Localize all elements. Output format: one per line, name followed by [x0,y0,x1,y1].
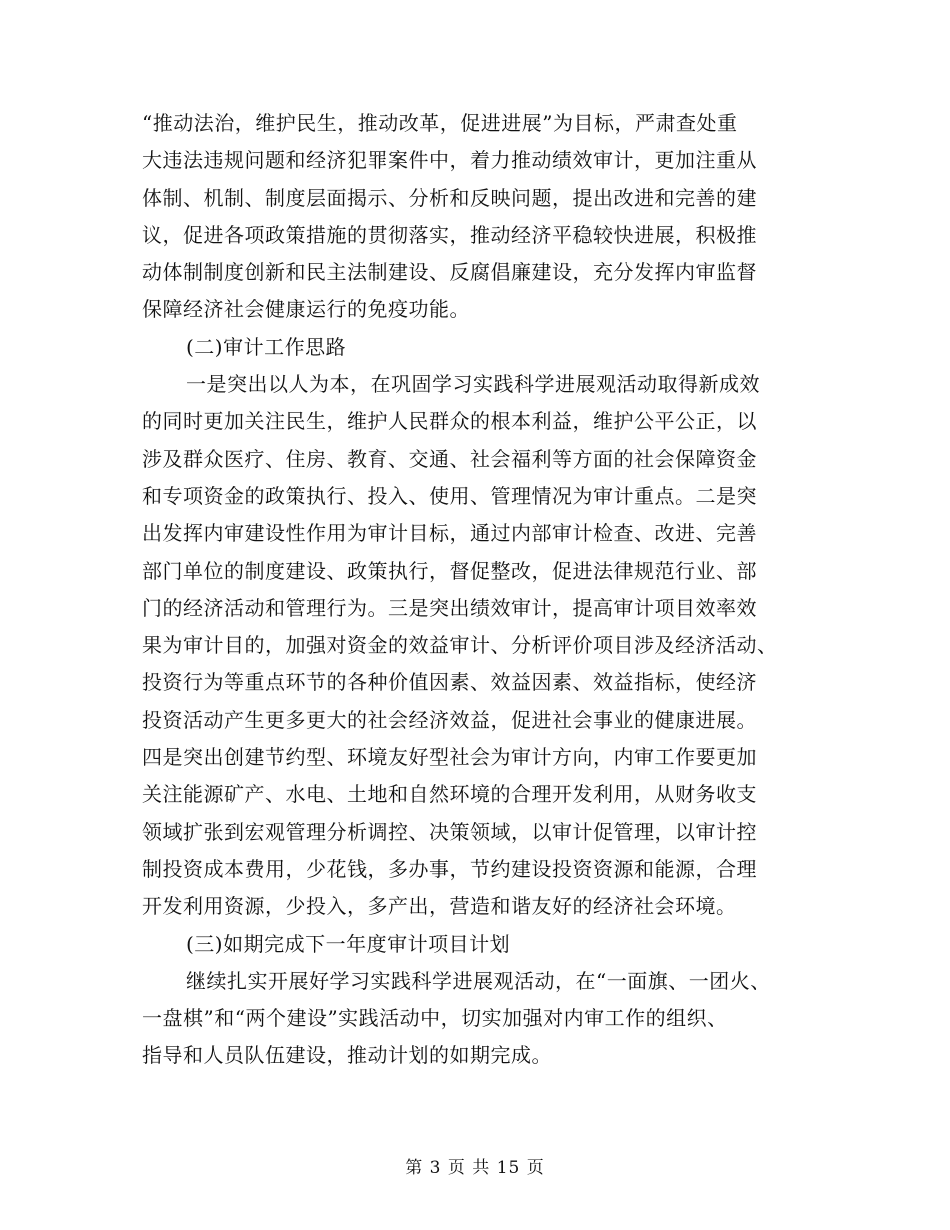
text-line: 部门单位的制度建设、政策执行，督促整改，促进法律规范行业、部 [142,558,757,583]
text-line: 四是突出创建节约型、环境友好型社会为审计方向，内审工作要更加 [142,745,757,770]
section-heading: (三)如期完成下一年度审计项目计划 [186,931,511,956]
text-line: 保障经济社会健康运行的免疫功能。 [142,297,470,322]
text-line: 投资活动产生更多更大的社会经济效益，促进社会事业的健康进展。 [142,707,757,732]
text-line: 体制、机制、制度层面揭示、分析和反映问题，提出改进和完善的建 [142,185,757,210]
text-line: “推动法治，维护民生，推动改革，促进进展”为目标，严肃查处重 [142,111,738,135]
text-line: 继续扎实开展好学习实践科学进展观活动，在“一面旗、一团火、 [186,968,771,993]
text-line: 指导和人员队伍建设，推动计划的如期完成。 [142,1043,552,1068]
text-line: 出发挥内审建设性作用为审计目标，通过内部审计检查、改进、完善 [142,521,757,546]
text-line: 投资行为等重点环节的各种价值因素、效益因素、效益指标，使经济 [142,670,757,695]
text-line: 果为审计目的，加强对资金的效益审计、分析评价项目涉及经济活动、 [142,633,778,658]
section-heading: (二)审计工作思路 [186,334,347,359]
text-line: 大违法违规问题和经济犯罪案件中，着力推动绩效审计，更加注重从 [142,148,757,173]
text-line: 动体制制度创新和民主法制建设、反腐倡廉建设，充分发挥内审监督 [142,260,757,285]
text-line: 制投资成本费用，少花钱，多办事，节约建设投资资源和能源，合理 [142,856,757,881]
text-line: 开发利用资源，少投入，多产出，营造和谐友好的经济社会环境。 [142,894,737,919]
text-line: 议，促进各项政策措施的贯彻落实，推动经济平稳较快进展，积极推 [142,222,757,247]
text-line: 门的经济活动和管理行为。三是突出绩效审计，提高审计项目效率效 [142,595,757,620]
text-line: 一盘棋”和“两个建设”实践活动中，切实加强对内审工作的组织、 [142,1006,728,1031]
text-line: 一是突出以人为本，在巩固学习实践科学进展观活动取得新成效 [186,372,760,397]
text-line: 关注能源矿产、水电、土地和自然环境的合理开发利用，从财务收支 [142,782,757,807]
text-line: 涉及群众医疗、住房、教育、交通、社会福利等方面的社会保障资金 [142,446,757,471]
page-number-footer: 第 3 页 共 15 页 [405,1158,545,1178]
text-line: 和专项资金的政策执行、投入、使用、管理情况为审计重点。二是突 [142,483,757,508]
text-line: 领域扩张到宏观管理分析调控、决策领域，以审计促管理，以审计控 [142,819,757,844]
document-body [142,105,822,1075]
text-line: 的同时更加关注民生，维护人民群众的根本利益，维护公平公正，以 [142,409,757,434]
